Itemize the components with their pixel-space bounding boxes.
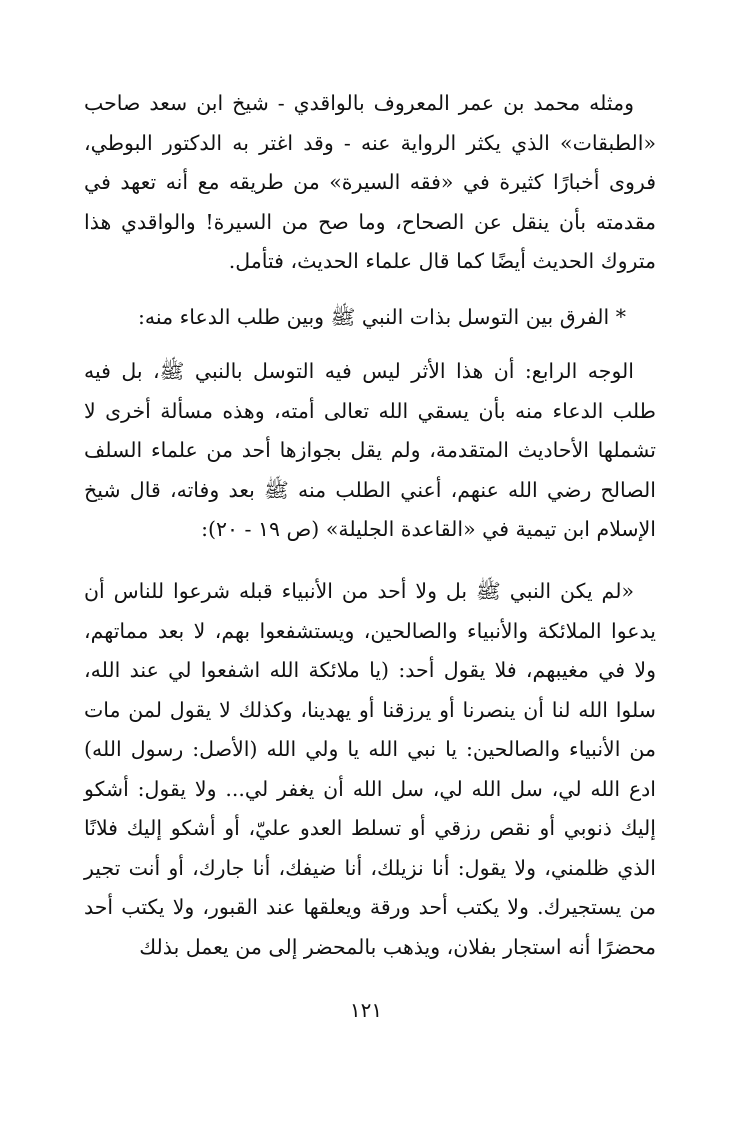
paragraph-text: الوجه الرابع: أن هذا الأثر ليس فيه التوسل بالنبي ﷺ، بل فيه طلب الدعاء منه بأن يسقي الله تعالى أمته، وهذه مسألة أخرى لا تشملها الأحاديث المتقدمة، ولم يقل بجوازها أحد من علماء السلف الصالح رضي الله عنهم، أعني الطلب منه ﷺ بعد وفاته، قال شيخ الإسلام ابن تيمية في «القاعدة الجليلة» (ص ١٩ - ٢٠): [84,359,656,541]
paragraph-fourth-aspect [84,352,656,550]
section-heading-text: * الفرق بين التوسل بذات النبي ﷺ وبين طلب الدعاء منه: [138,305,626,329]
section-heading [84,298,656,338]
quote-ibn-taymiyya [84,572,656,967]
paragraph-waqidi [84,84,656,282]
quote-text: «لم يكن النبي ﷺ بل ولا أحد من الأنبياء قبله شرعوا للناس أن يدعوا الملائكة والأنبياء والصالحين، ويستشفعوا بهم، لا بعد مماتهم، ولا في مغيبهم، فلا يقول أحد: (يا ملائكة الله اشفعوا لي عند الله، سلوا الله لنا أن ينصرنا أو يرزقنا أو يهدينا، وكذلك لا يقول لمن مات من الأنبياء والصالحين: يا نبي الله يا ولي الله (الأصل: رسول الله) ادع الله لي، سل الله لي، سل الله أن يغفر لي... ولا يقول: أشكو إليك ذنوبي أو نقص رزقي أو تسلط العدو عليّ، أو أشكو إليك فلانًا الذي ظلمني، ولا يقول: أنا نزيلك، أنا ضيفك، أنا جارك، أو أنت تجير من يستجيرك. ولا يكتب أحد ورقة ويعلقها عند القبور، ولا يكتب أحد محضرًا أنه استجار بفلان، ويذهب بالمحضر إلى من يعمل بذلك [84,579,656,959]
paragraph-text: ومثله محمد بن عمر المعروف بالواقدي - شيخ ابن سعد صاحب «الطبقات» الذي يكثر الرواية عنه - وقد اغتر به الدكتور البوطي، فروى أخبارًا كثيرة في «فقه السيرة» من طريقه مع أنه تعهد في مقدمته بأن ينقل عن الصحاح، وما صح من السيرة! والواقدي هذا متروك الحديث أيضًا كما قال علماء الحديث، فتأمل. [84,91,656,273]
page-number: ١٢١ [349,998,383,1022]
